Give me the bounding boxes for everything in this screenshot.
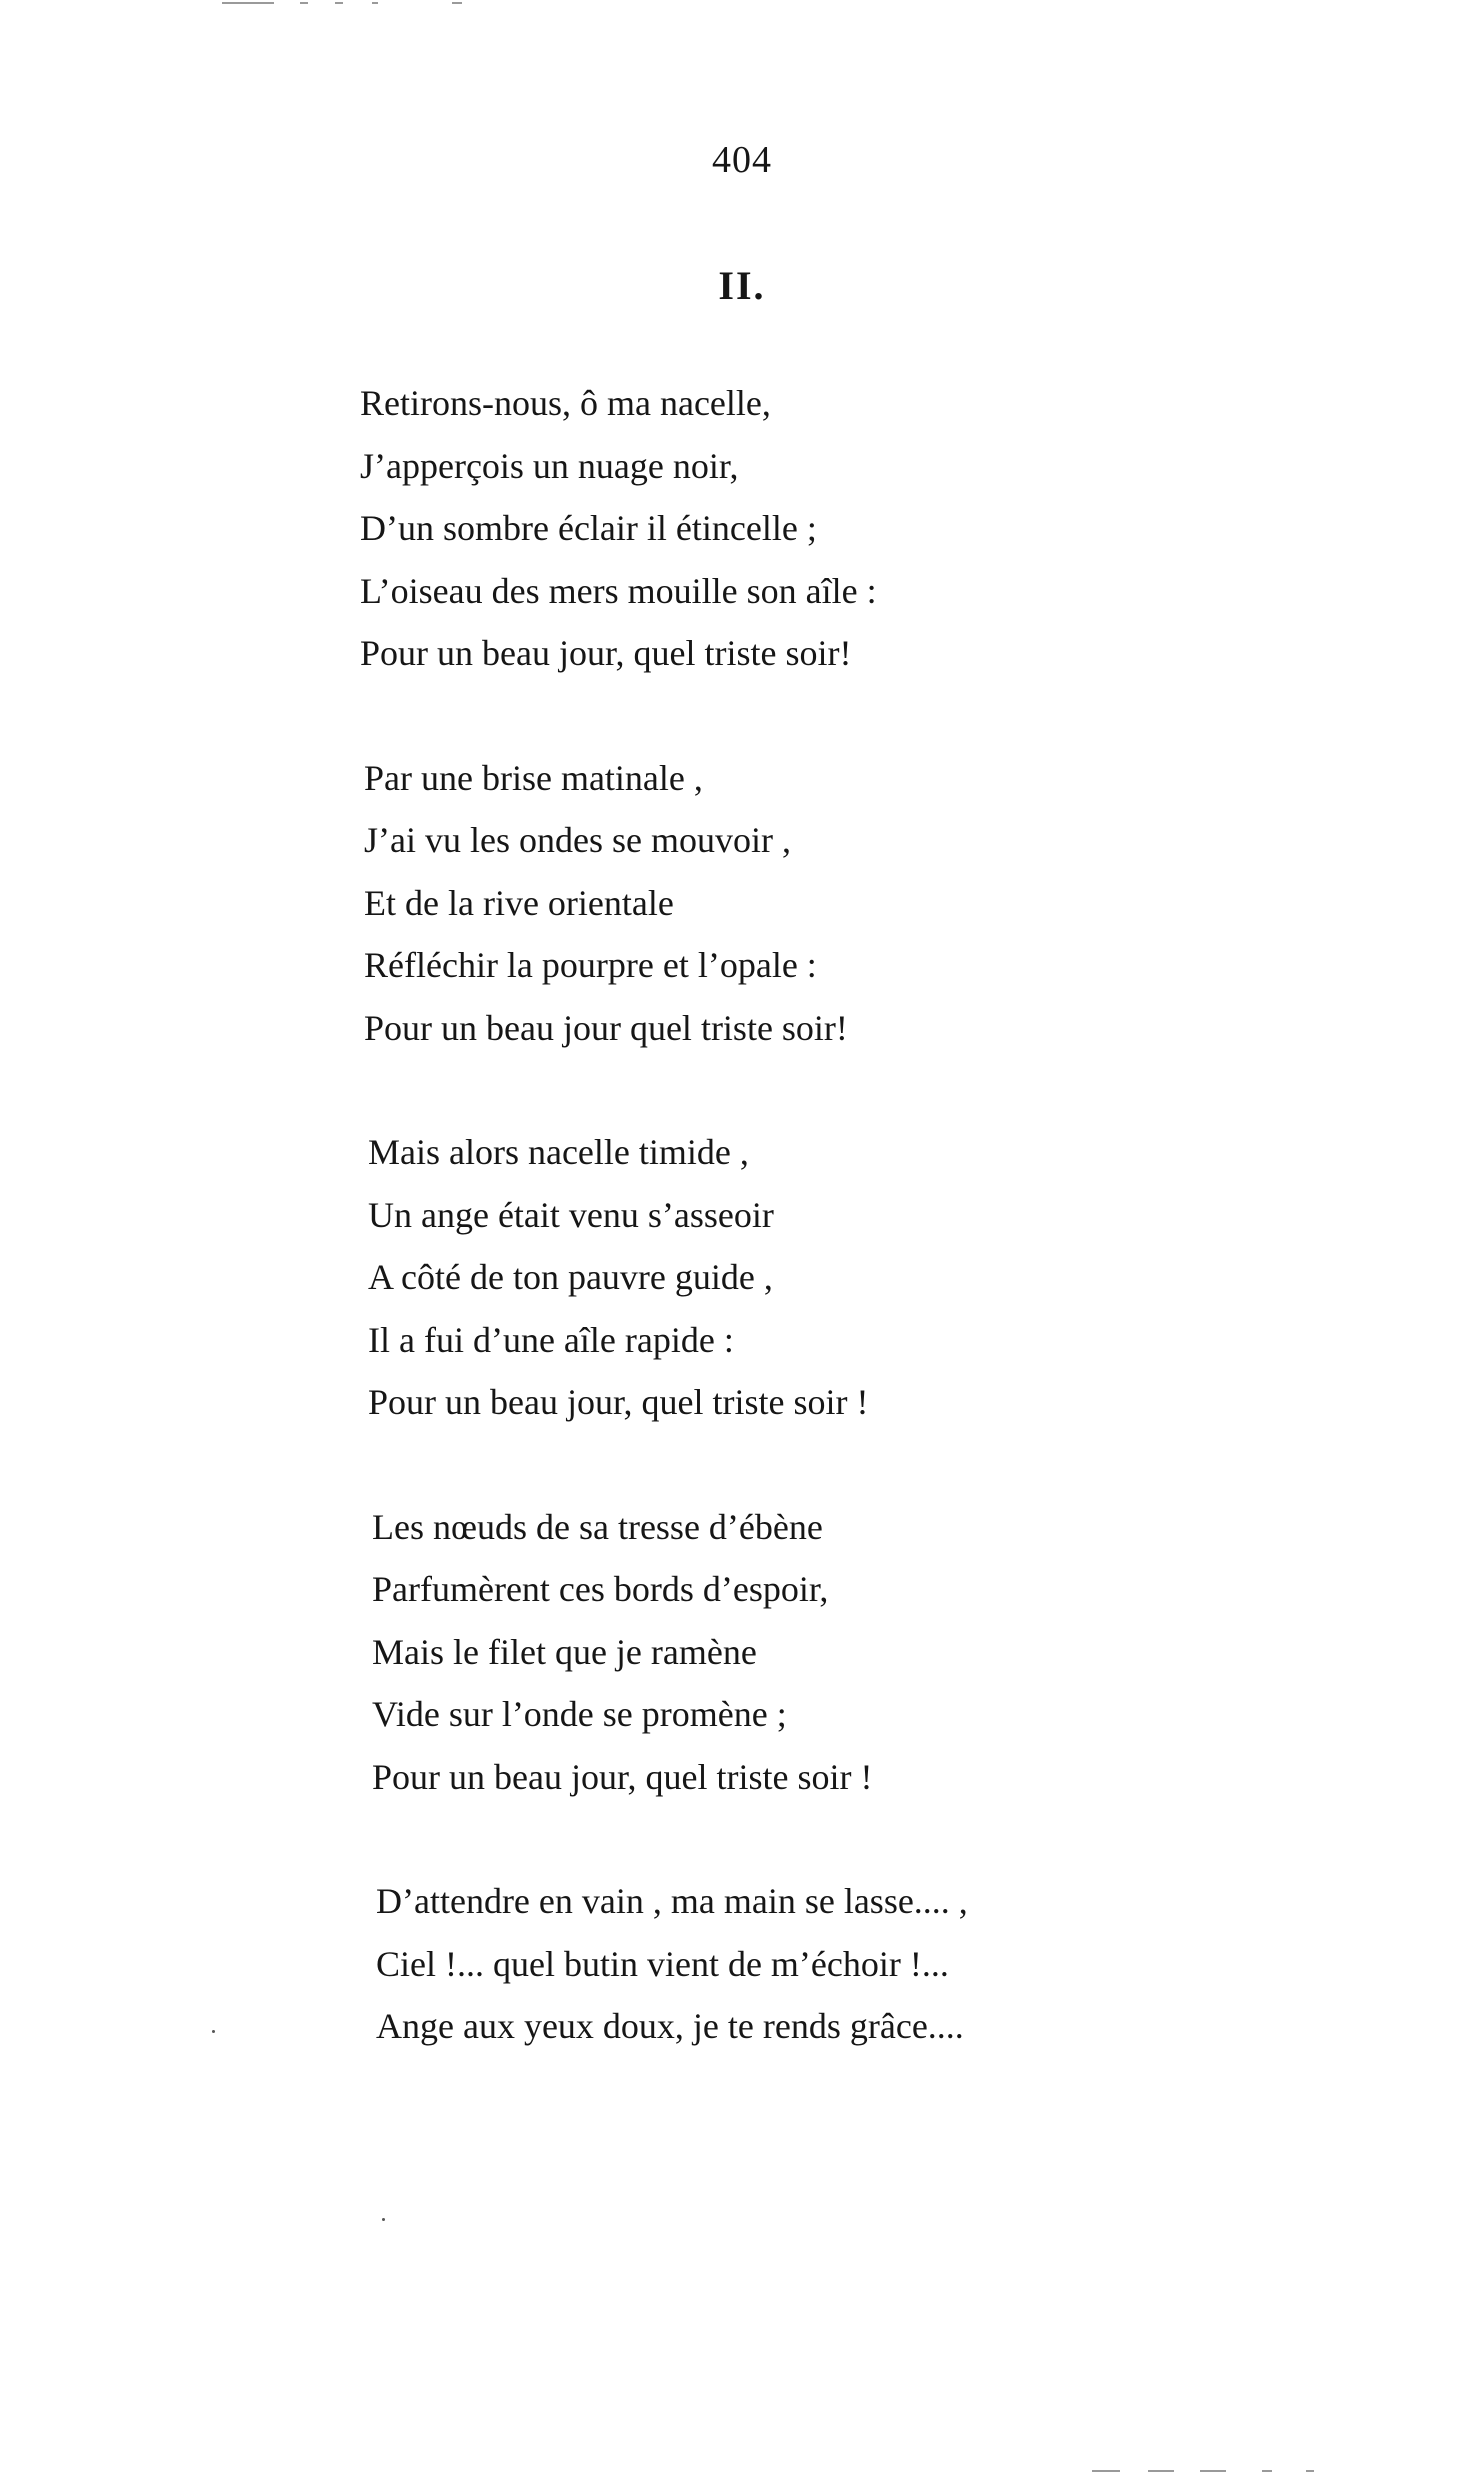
scan-artifact-bottom: [1148, 2470, 1174, 2472]
verse-line: L’oiseau des mers mouille son aîle :: [360, 570, 877, 611]
verse-line: Réfléchir la pourpre et l’opale :: [364, 945, 817, 985]
verse-line: Et de la rive orientale: [364, 882, 674, 923]
verse-line: A côté de ton pauvre guide ,: [368, 1257, 773, 1297]
scan-speck: [212, 2030, 215, 2033]
verse-line: Vide sur l’onde se promène ;: [372, 1694, 787, 1734]
verse-line: Pour un beau jour quel triste soir!: [364, 1007, 848, 1048]
verse-line: Ange aux yeux doux, je te rends grâce....: [376, 2006, 964, 2046]
scan-artifact-top: [335, 2, 343, 4]
poem: [360, 372, 1260, 2120]
verse-line: Retirons-nous, ô ma nacelle,: [360, 383, 771, 423]
verse-line: J’apperçois un nuage noir,: [360, 445, 739, 486]
scan-artifact-top: [222, 2, 274, 4]
section-heading: II.: [718, 263, 766, 308]
scan-artifact-bottom: [1092, 2470, 1120, 2472]
stanza-2: [360, 747, 1260, 1060]
stanza-4: [360, 1496, 1260, 1809]
page-number: 404: [712, 139, 772, 181]
stanza-5: [360, 1870, 1260, 2058]
verse-line: Parfumèrent ces bords d’espoir,: [372, 1569, 829, 1609]
verse-line: Mais le filet que je ramène: [372, 1631, 757, 1672]
verse-line: J’ai vu les ondes se mouvoir ,: [364, 820, 791, 860]
verse-line: Les nœuds de sa tresse d’ébène: [372, 1506, 823, 1547]
scan-speck: [382, 2218, 385, 2221]
verse-line: Ciel !... quel butin vient de m’échoir !...: [376, 1943, 949, 1984]
verse-line: Pour un beau jour, quel triste soir !: [372, 1756, 873, 1797]
verse-line: Pour un beau jour, quel triste soir !: [368, 1382, 869, 1422]
stanza-1: [360, 372, 1260, 685]
verse-line: Il a fui d’une aîle rapide :: [368, 1319, 734, 1360]
verse-line: D’un sombre éclair il étincelle ;: [360, 508, 817, 548]
scan-artifact-bottom: [1306, 2470, 1314, 2472]
verse-line: Mais alors nacelle timide ,: [368, 1132, 749, 1172]
verse-line: D’attendre en vain , ma main se lasse.... ,: [376, 1881, 968, 1921]
scan-artifact-bottom: [1262, 2470, 1272, 2472]
verse-line: Par une brise matinale ,: [364, 757, 703, 798]
verse-line: Un ange était venu s’asseoir: [368, 1194, 774, 1235]
verse-line: Pour un beau jour, quel triste soir!: [360, 633, 852, 673]
stanza-3: [360, 1121, 1260, 1434]
scan-artifact-top: [372, 2, 378, 4]
scan-artifact-top: [452, 2, 462, 4]
scan-artifact-top: [300, 2, 308, 4]
scan-artifact-bottom: [1200, 2470, 1226, 2472]
